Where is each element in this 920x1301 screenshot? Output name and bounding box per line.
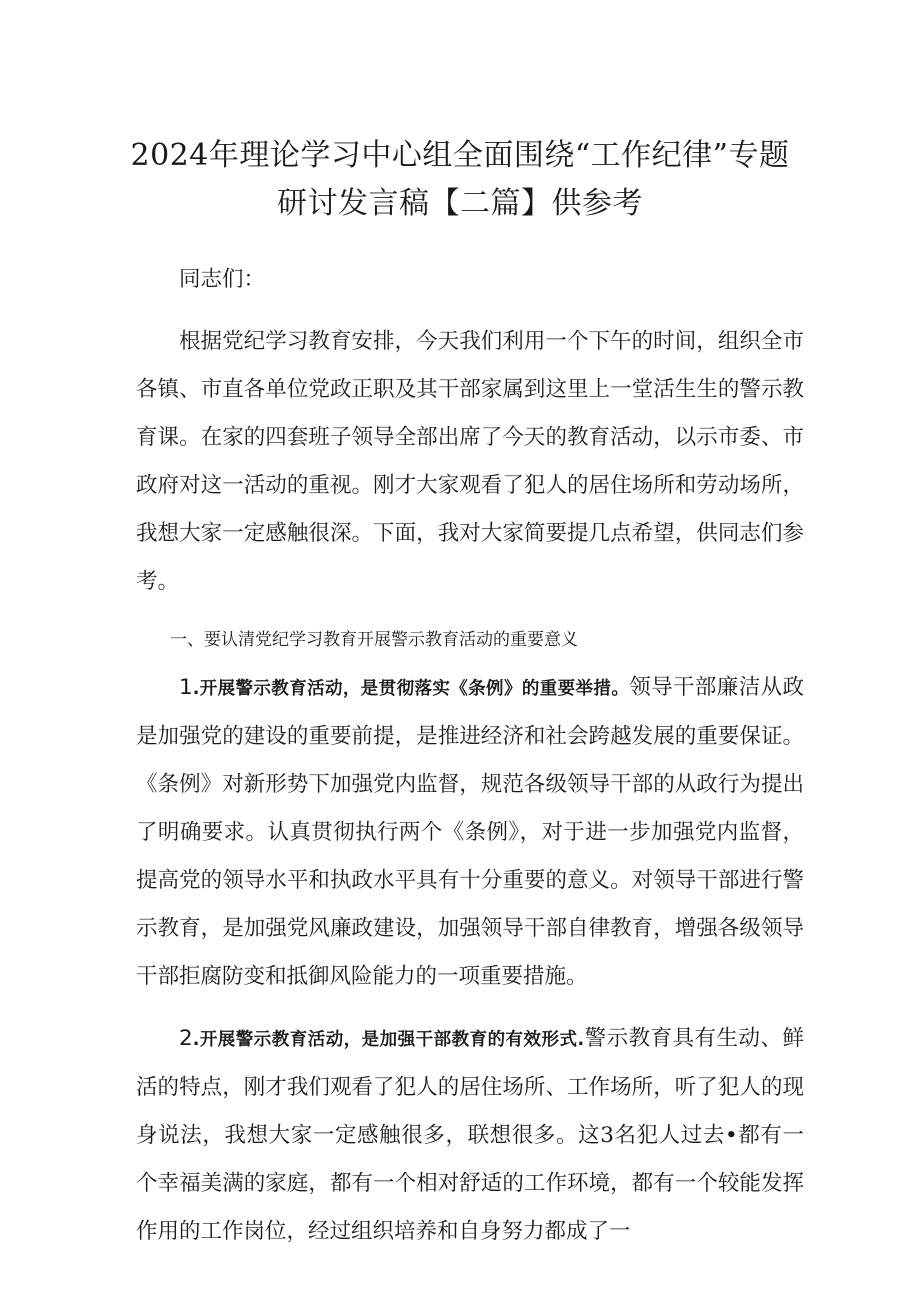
intro-paragraph: 根据党纪学习教育安排，今天我们利用一个下午的时间，组织全市各镇、市直各单位党政正职及其干部家属到这里上一堂活生生的警示教育课。在家的四套班子领导全部出席了今天的教育活动，以示市委、市政府对这一活动的重视。刚才大家观看了犯人的居住场所和劳动场所，我想大家一定感触很深。下面，我对大家简要提几点希望，供同志们参考。 (136, 329, 804, 594)
item-2-paragraph (136, 1015, 804, 1256)
item-1-number: 1 (179, 675, 193, 700)
document-title: 2024年理论学习中心组全面围绕“工作纪律”专题研讨发言稿【二篇】供参考 (130, 138, 790, 222)
item-1-paragraph (136, 664, 804, 1001)
section-heading-1: 一、要认清党纪学习教育开展警示教育活动的重要意义 (170, 630, 578, 650)
item-2-number: 2 (179, 1026, 193, 1051)
greeting: 同志们： (179, 267, 266, 292)
document-body (136, 256, 804, 1270)
item-2-text: 警示教育具有生动、鲜活的特点，刚才我们观看了犯人的居住场所、工作场所，听了犯人的现身说法，我想大家一定感触很多，联想很多。这3名犯人过去•都有一个幸福美满的家庭，都有一个相对舒适的工作环境，都有一个较能发挥作用的工作岗位，经过组织培养和自身努力都成了一 (136, 1026, 804, 1244)
item-2-lead: .开展警示教育活动，是加强干部教育的有效形式. (192, 1030, 585, 1050)
item-1-text: 领导干部廉洁从政是加强党的建设的重要前提，是推进经济和社会跨越发展的重要保证。《条例》对新形势下加强党内监督，规范各级领导干部的从政行为提出了明确要求。认真贯彻执行两个《条例》，对于进一步加强党内监督，提高党的领导水平和执政水平具有十分重要的意义。对领导干部进行警示教育，是加强党风廉政建设，加强领导干部自律教育，增强各级领导干部拒腐防变和抵御风险能力的一项重要措施。 (136, 675, 804, 989)
item-1-lead: .开展警示教育活动，是贯彻落实《条例》的重要举措。 (192, 679, 630, 699)
